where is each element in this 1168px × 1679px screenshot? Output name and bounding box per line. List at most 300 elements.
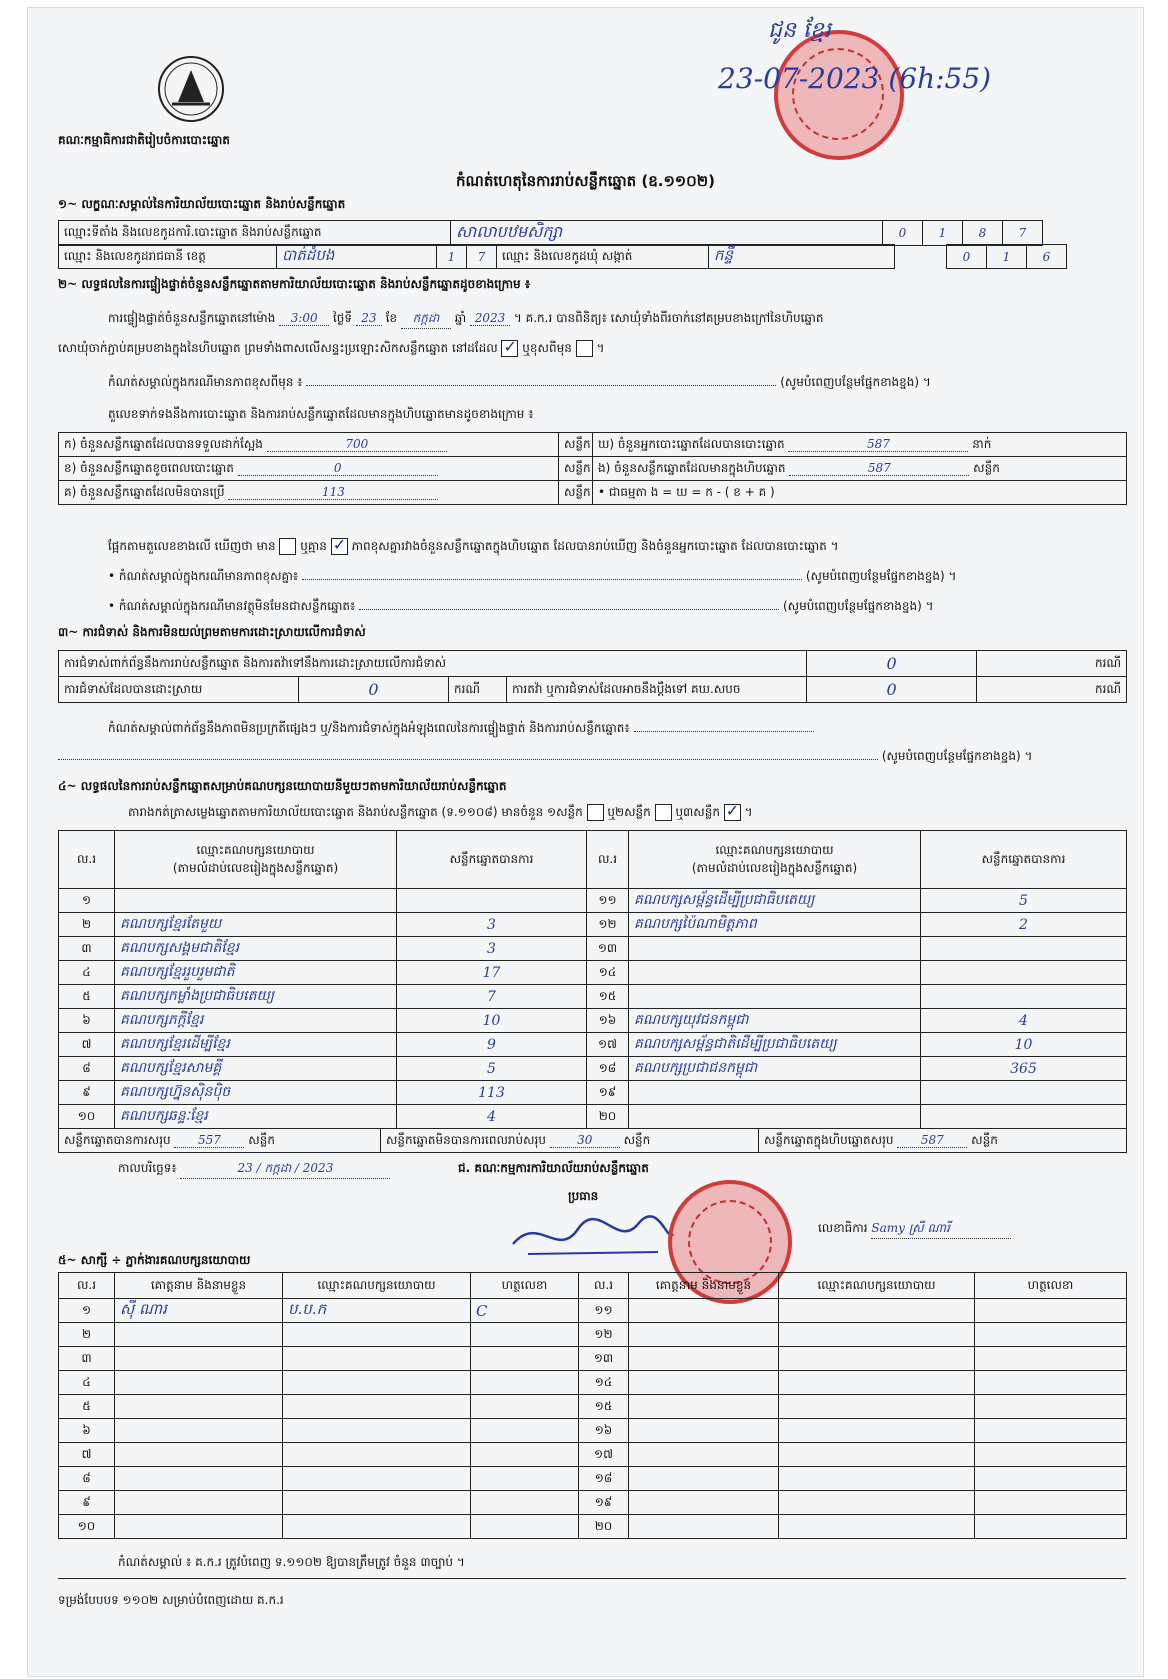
result-votes-2 bbox=[921, 1105, 1127, 1129]
result-votes: 5 bbox=[397, 1057, 587, 1081]
result-party: គណបក្សខ្មែរដើម្បីខ្មែរ bbox=[115, 1033, 397, 1057]
results-total bbox=[58, 1128, 1127, 1153]
witness-table bbox=[58, 1272, 1127, 1539]
result-row bbox=[59, 913, 1127, 937]
result-no: ១០ bbox=[59, 1105, 115, 1129]
witness-no: ១០ bbox=[59, 1515, 115, 1539]
result-row bbox=[59, 1033, 1127, 1057]
result-no: ១ bbox=[59, 889, 115, 913]
witness-no-2: ១៥ bbox=[579, 1395, 629, 1419]
result-votes bbox=[397, 889, 587, 913]
witness-no: ៦ bbox=[59, 1419, 115, 1443]
objection-value: 0 bbox=[807, 651, 977, 677]
province-code-2: 7 bbox=[467, 245, 497, 269]
witness-sign bbox=[471, 1419, 579, 1443]
results-table bbox=[58, 830, 1127, 1129]
form-footer: ទម្រង់បែបបទ ១១០២ សម្រាប់បំពេញដោយ គ.ក.រ bbox=[58, 1593, 284, 1607]
witness-no-2: ១៨ bbox=[579, 1467, 629, 1491]
w-col-sign-2: ហត្ថលេខា bbox=[975, 1273, 1127, 1299]
witness-name-2 bbox=[629, 1347, 779, 1371]
receipt-note: ជូន ខ្មែរ bbox=[768, 18, 831, 43]
result-row bbox=[59, 961, 1127, 985]
section1-heading: ១~ លក្ខណៈសម្គាល់នៃការិយាល័យបោះឆ្នោត និងរាប់សន្លឹកឆ្នោត bbox=[58, 197, 346, 211]
result-votes-2 bbox=[921, 1081, 1127, 1105]
witness-party bbox=[283, 1395, 471, 1419]
verify-line2-text: សោឃុំចាក់ភ្ជាប់គម្របខាងក្នុងនៃហិបឆ្នោត ព្រមទាំងពាសលើសន្ទះប្រឡោះសិកសន្លឹកឆ្នោត នៅដដែល bbox=[58, 341, 498, 355]
result-party-2: គណបក្សយុវជនកម្ពុជា bbox=[629, 1009, 921, 1033]
witness-name bbox=[115, 1467, 283, 1491]
result-no-2: ១៧ bbox=[587, 1033, 629, 1057]
date-label: កាលបរិច្ឆេទ៖ bbox=[118, 1161, 177, 1175]
committee-label: ជ. គណៈកម្មការការិយាល័យរាប់សន្លឹកឆ្នោត bbox=[458, 1161, 649, 1175]
witness-name bbox=[115, 1419, 283, 1443]
secretary-name: Samy ស្រី ណារី bbox=[871, 1220, 1011, 1239]
witness-name bbox=[115, 1371, 283, 1395]
row-ko bbox=[59, 481, 559, 505]
committee-name: គណៈកម្មាធិការជាតិរៀបចំការបោះឆ្នោត bbox=[58, 133, 230, 147]
result-votes-2: 365 bbox=[921, 1057, 1127, 1081]
result-party: គណបក្សខ្មែរតែមួយ bbox=[115, 913, 397, 937]
w-col-name-2: គោត្តនាម និងនាមខ្លួន bbox=[629, 1273, 779, 1299]
witness-party-2 bbox=[779, 1323, 975, 1347]
tally-line: តារាងកត់ត្រាសម្លេងឆ្នោតតាមការិយាល័យបោះឆ្នោត និងរាប់សន្លឹកឆ្នោត (ទ.១១០៨) មានចំនួន ១សន្លឹក ឬ២សន្លឹក ឬ៣សន្លឹក ✓ ។ bbox=[128, 804, 753, 822]
result-no: ៦ bbox=[59, 1009, 115, 1033]
result-party-2: គណបក្សសម្ព័ន្ធជាតិដើម្បីប្រជាធិបតេយ្យ bbox=[629, 1033, 921, 1057]
location-code-4: 7 bbox=[1003, 221, 1043, 246]
signature-icon bbox=[508, 1204, 678, 1264]
gha-label: ឃ) ចំនួនអ្នកបោះឆ្នោតដែលបានបោះឆ្នោត bbox=[598, 436, 785, 451]
result-no: ៧ bbox=[59, 1033, 115, 1057]
resolved-label: ការជំទាស់ដែលបានដោះស្រាយ bbox=[59, 677, 299, 703]
verify-line bbox=[108, 310, 1128, 329]
witness-name-2 bbox=[629, 1419, 779, 1443]
result-votes: 113 bbox=[397, 1081, 587, 1105]
no-difference-checkbox[interactable] bbox=[331, 538, 348, 555]
gha-unit: នាក់ bbox=[972, 436, 992, 451]
witness-name-2 bbox=[629, 1299, 779, 1323]
ko-label: គ) ចំនួនសន្លឹកឆ្នោតដែលមិនបានប្រើ bbox=[64, 484, 225, 499]
col-party bbox=[115, 831, 397, 889]
w-col-party-2: ឈ្មោះគណបក្សនយោបាយ bbox=[779, 1273, 975, 1299]
result-party: គណបក្សហ្វ៊ុនស៊ិនប៉ិច bbox=[115, 1081, 397, 1105]
total-valid-label: សន្លឹកឆ្នោតបានការសរុប bbox=[64, 1132, 171, 1147]
result-votes-2 bbox=[921, 985, 1127, 1009]
result-row bbox=[59, 1105, 1127, 1129]
verify-line2: សោឃុំចាក់ភ្ជាប់គម្របខាងក្នុងនៃហិបឆ្នោត ព្រមទាំងពាសលើសន្ទះប្រឡោះសិកសន្លឹកឆ្នោត នៅដដែល ✓ ឬខុសពីមុន ។ bbox=[58, 340, 604, 358]
witness-party bbox=[283, 1515, 471, 1539]
total-invalid bbox=[381, 1129, 759, 1153]
verify-text: ការផ្ទៀងផ្ទាត់ចំនួនសន្លឹកឆ្នោតនៅម៉ោង bbox=[108, 311, 276, 325]
result-no: ៩ bbox=[59, 1081, 115, 1105]
witness-party: ប.ប.ក bbox=[283, 1299, 471, 1323]
secretary-line bbox=[818, 1220, 1011, 1239]
ko-unit: សន្លឹក bbox=[559, 481, 593, 505]
witness-no-2: ១៤ bbox=[579, 1371, 629, 1395]
witness-no: ១ bbox=[59, 1299, 115, 1323]
witness-no-2: ១៧ bbox=[579, 1443, 629, 1467]
result-row bbox=[59, 985, 1127, 1009]
has-difference-checkbox[interactable] bbox=[279, 538, 296, 555]
witness-row bbox=[59, 1299, 1127, 1323]
result-no-2: ១៨ bbox=[587, 1057, 629, 1081]
witness-party-2 bbox=[779, 1299, 975, 1323]
location-label: ឈ្មោះទីតាំង និងលេខកូដការិ.បោះឆ្នោត និងរាប់សន្លឹកឆ្នោត bbox=[59, 221, 451, 246]
witness-no-2: ១៣ bbox=[579, 1347, 629, 1371]
bullet2: • កំណត់សម្គាល់ក្នុងករណីមានវត្ថុមិនមែនជាសន្លឹកឆ្នោត៖ bbox=[108, 599, 356, 613]
result-row bbox=[59, 937, 1127, 961]
appeal-value: 0 bbox=[807, 677, 977, 703]
col-party-2-title: ឈ្មោះគណបក្សនយោបាយ bbox=[715, 842, 834, 857]
result-party-2 bbox=[629, 937, 921, 961]
col-no: ល.រ bbox=[59, 831, 115, 889]
result-no-2: ១៥ bbox=[587, 985, 629, 1009]
witness-sign bbox=[471, 1491, 579, 1515]
note-label: កំណត់សម្គាល់ក្នុងករណីមានភាពខុសពីមុន ៖ bbox=[108, 375, 303, 389]
witness-party bbox=[283, 1371, 471, 1395]
result-no-2: ១២ bbox=[587, 913, 629, 937]
witness-sign: C bbox=[471, 1299, 579, 1323]
result-votes: 9 bbox=[397, 1033, 587, 1057]
result-votes-2: 4 bbox=[921, 1009, 1127, 1033]
province-label: ឈ្មោះ និងលេខកូដរាជធានី ខេត្ត bbox=[59, 245, 277, 269]
witness-party bbox=[283, 1419, 471, 1443]
irregularity-line bbox=[108, 720, 1128, 738]
kha-value: 0 bbox=[238, 461, 438, 476]
nga-value: 587 bbox=[789, 461, 969, 476]
result-party: គណបក្សខ្មែរសាមគ្គី bbox=[115, 1057, 397, 1081]
location-code-1: 0 bbox=[883, 221, 923, 246]
witness-row bbox=[59, 1371, 1127, 1395]
witness-row bbox=[59, 1395, 1127, 1419]
bullet2-line bbox=[108, 598, 1128, 616]
w-col-no: ល.រ bbox=[59, 1273, 115, 1299]
compare-c: ភាពខុសគ្នារវាងចំនួនសន្លឹកឆ្នោតក្នុងហិបឆ្នោត ដែលបានរាប់ឃើញ និងចំនួនអ្នកបោះឆ្នោត ដែលបានបោះឆ្នោត ។ bbox=[351, 539, 839, 553]
total-valid bbox=[59, 1129, 381, 1153]
witness-party bbox=[283, 1467, 471, 1491]
result-votes: 3 bbox=[397, 937, 587, 961]
verify-tail: ។ គ.ក.រ បានពិនិត្យ៖ សោឃុំទាំងពីរចាក់នៅគម្របខាងក្រៅនៃហិបឆ្នោត bbox=[513, 311, 824, 325]
witness-sign bbox=[471, 1371, 579, 1395]
col-votes: សន្លឹកឆ្នោតបានការ bbox=[397, 831, 587, 889]
result-row bbox=[59, 889, 1127, 913]
witness-party bbox=[283, 1347, 471, 1371]
witness-no: ៩ bbox=[59, 1491, 115, 1515]
w-col-no-2: ល.រ bbox=[579, 1273, 629, 1299]
witness-no: ៣ bbox=[59, 1347, 115, 1371]
section4-heading: ៤~ លទ្ធផលនៃការរាប់សន្លឹកឆ្នោតសម្រាប់គណបក្សនយោបាយនីមួយៗតាមការិយាល័យរាប់សន្លឹកឆ្នោត bbox=[58, 779, 507, 793]
witness-name-2 bbox=[629, 1323, 779, 1347]
nga-label: ង) ចំនួនសន្លឹកឆ្នោតដែលមានក្នុងហិបឆ្នោត bbox=[598, 460, 786, 475]
result-votes-2: 10 bbox=[921, 1033, 1127, 1057]
result-party-2: គណបក្សប៉ៃណាមិត្តភាព bbox=[629, 913, 921, 937]
result-no: ៤ bbox=[59, 961, 115, 985]
witness-sign bbox=[471, 1515, 579, 1539]
witness-name bbox=[115, 1443, 283, 1467]
witness-sign-2 bbox=[975, 1347, 1127, 1371]
witness-name-2 bbox=[629, 1395, 779, 1419]
section1-table bbox=[58, 220, 1127, 246]
col-party-2-sub: (តាមលំដាប់លេខរៀងក្នុងសន្លឹកឆ្នោត) bbox=[691, 860, 858, 875]
col-no-2: ល.រ bbox=[587, 831, 629, 889]
result-votes: 7 bbox=[397, 985, 587, 1009]
witness-row bbox=[59, 1515, 1127, 1539]
verify-month: កក្កដា bbox=[401, 310, 451, 329]
result-no-2: ១៩ bbox=[587, 1081, 629, 1105]
total-invalid-value: 30 bbox=[550, 1133, 620, 1148]
col-party-title: ឈ្មោះគណបក្សនយោបាយ bbox=[196, 842, 315, 857]
witness-no: ៤ bbox=[59, 1371, 115, 1395]
commune-label: ឈ្មោះ និងលេខកូដឃុំ សង្កាត់ bbox=[497, 245, 709, 269]
row-kha bbox=[59, 457, 559, 481]
changed-checkbox[interactable] bbox=[576, 340, 593, 357]
objections-table bbox=[58, 650, 1127, 703]
chair-label: ប្រធាន bbox=[568, 1189, 599, 1203]
tally-3-checkbox[interactable] bbox=[724, 804, 741, 821]
witness-name-2 bbox=[629, 1515, 779, 1539]
result-no-2: ១៦ bbox=[587, 1009, 629, 1033]
result-votes-2: 5 bbox=[921, 889, 1127, 913]
total-box bbox=[759, 1129, 1127, 1153]
witness-party-2 bbox=[779, 1443, 975, 1467]
witness-party-2 bbox=[779, 1419, 975, 1443]
intro-line: តួលេខទាក់ទងនឹងការបោះឆ្នោត និងការរាប់សន្លឹកឆ្នោតដែលមានក្នុងហិបឆ្នោតមានដូចខាងក្រោម ៖ bbox=[108, 407, 534, 421]
resolved-unit: ករណី bbox=[449, 677, 507, 703]
witness-no-2: ២០ bbox=[579, 1515, 629, 1539]
witness-sign bbox=[471, 1323, 579, 1347]
result-votes-2 bbox=[921, 937, 1127, 961]
row-gha bbox=[593, 433, 1127, 457]
witness-sign-2 bbox=[975, 1467, 1127, 1491]
tally-2-checkbox[interactable] bbox=[655, 804, 672, 821]
total-box-value: 587 bbox=[897, 1133, 967, 1148]
result-votes-2: 2 bbox=[921, 913, 1127, 937]
w-col-name: គោត្តនាម និងនាមខ្លួន bbox=[115, 1273, 283, 1299]
kha-unit: សន្លឹក bbox=[559, 457, 593, 481]
witness-sign-2 bbox=[975, 1395, 1127, 1419]
witness-name: ស៊ី ណារ bbox=[115, 1299, 283, 1323]
witness-party-2 bbox=[779, 1491, 975, 1515]
receipt-date: 23-07-2023 (6h:55) bbox=[718, 62, 992, 95]
result-no: ៣ bbox=[59, 937, 115, 961]
fill-more: (សូមបំពេញបន្ថែមផ្នែកខាងខ្នង) ។ bbox=[780, 375, 931, 389]
verify-time: 3:00 bbox=[279, 311, 329, 326]
witness-name-2 bbox=[629, 1371, 779, 1395]
witness-sign-2 bbox=[975, 1491, 1127, 1515]
kha-label: ខ) ចំនួនសន្លឹកឆ្នោតខូចពេលបោះឆ្នោត bbox=[64, 460, 234, 475]
irregularity-label: កំណត់សម្គាល់ពាក់ព័ន្ធនឹងភាពមិនប្រក្រតីផ្សេងៗ ឬ/និងការជំទាស់ក្នុងអំឡុងពេលនៃការផ្ទៀងផ្ទាត់ និងការរាប់សន្លឹកឆ្នោត៖ bbox=[108, 721, 630, 735]
witness-sign-2 bbox=[975, 1443, 1127, 1467]
verify-year-label: ឆ្នាំ bbox=[454, 311, 467, 325]
witness-sign-2 bbox=[975, 1323, 1127, 1347]
compare-line bbox=[108, 538, 1128, 556]
col-party-2 bbox=[629, 831, 921, 889]
witness-name bbox=[115, 1515, 283, 1539]
objection-unit: ករណី bbox=[977, 651, 1127, 677]
appeal-label: ការតវ៉ា ឬការជំទាស់ដែលអាចនឹងប្តឹងទៅ គឃ.សបច bbox=[507, 677, 807, 703]
bullet1: • កំណត់សម្គាល់ក្នុងករណីមានភាពខុសគ្នា៖ bbox=[108, 569, 299, 583]
witness-name bbox=[115, 1395, 283, 1419]
total-valid-unit: សន្លឹក bbox=[248, 1132, 275, 1147]
result-party-2 bbox=[629, 1081, 921, 1105]
witness-party bbox=[283, 1491, 471, 1515]
result-party: គណបក្សសង្គមជាតិខ្មែរ bbox=[115, 937, 397, 961]
changed-label: ឬខុសពីមុន bbox=[522, 341, 572, 355]
bullet1-line bbox=[108, 568, 1128, 586]
witness-name bbox=[115, 1347, 283, 1371]
witness-row bbox=[59, 1323, 1127, 1347]
result-party bbox=[115, 889, 397, 913]
compare-b: ឬគ្មាន bbox=[300, 539, 327, 553]
row-nga bbox=[593, 457, 1127, 481]
total-valid-value: 557 bbox=[174, 1133, 244, 1148]
section1-table-row2 bbox=[58, 244, 1127, 269]
witness-no-2: ១៦ bbox=[579, 1419, 629, 1443]
commune-code-1: 0 bbox=[947, 245, 987, 269]
witness-party-2 bbox=[779, 1347, 975, 1371]
witness-party bbox=[283, 1323, 471, 1347]
result-party-2 bbox=[629, 1105, 921, 1129]
row-ka bbox=[59, 433, 559, 457]
witness-name-2 bbox=[629, 1491, 779, 1515]
witness-no-2: ១១ bbox=[579, 1299, 629, 1323]
witness-party-2 bbox=[779, 1371, 975, 1395]
tally-1-checkbox[interactable] bbox=[587, 804, 604, 821]
witness-sign bbox=[471, 1443, 579, 1467]
result-no-2: ១៤ bbox=[587, 961, 629, 985]
result-row bbox=[59, 1009, 1127, 1033]
result-party-2 bbox=[629, 961, 921, 985]
angkor-emblem-icon bbox=[156, 54, 226, 124]
witness-row bbox=[59, 1491, 1127, 1515]
appeal-unit: ករណី bbox=[977, 677, 1127, 703]
result-no: ៨ bbox=[59, 1057, 115, 1081]
location-code-3: 8 bbox=[963, 221, 1003, 246]
witness-party-2 bbox=[779, 1515, 975, 1539]
result-no: ៥ bbox=[59, 985, 115, 1009]
witness-sign bbox=[471, 1467, 579, 1491]
date-value: 23 / កក្កដា / 2023 bbox=[180, 1160, 390, 1179]
witness-no-2: ១៩ bbox=[579, 1491, 629, 1515]
counts-table bbox=[58, 432, 1127, 505]
result-row bbox=[59, 1057, 1127, 1081]
location-value: សាលាបឋមសិក្សា bbox=[451, 221, 883, 246]
formula: • ជាធម្មតា ង = ឃ = ក - ( ខ + គ ) bbox=[593, 481, 1127, 505]
irregularity-line2 bbox=[58, 748, 1126, 766]
witness-sign bbox=[471, 1347, 579, 1371]
result-party: គណបក្សខ្មែររួបរួមជាតិ bbox=[115, 961, 397, 985]
result-votes: 17 bbox=[397, 961, 587, 985]
total-invalid-label: សន្លឹកឆ្នោតមិនបានការពេលរាប់សរុប bbox=[386, 1132, 546, 1147]
witness-no: ៥ bbox=[59, 1395, 115, 1419]
bullet1-fill: (សូមបំពេញបន្ថែមផ្នែកខាងខ្នង) ។ bbox=[805, 569, 957, 583]
total-box-label: សន្លឹកឆ្នោតក្នុងហិបឆ្នោតសរុប bbox=[764, 1132, 894, 1147]
witness-party bbox=[283, 1443, 471, 1467]
total-invalid-unit: សន្លឹក bbox=[623, 1132, 651, 1147]
verify-day-label: ថ្ងៃទី bbox=[333, 311, 353, 325]
result-no-2: ១១ bbox=[587, 889, 629, 913]
result-no: ២ bbox=[59, 913, 115, 937]
commune-code-3: 6 bbox=[1027, 245, 1067, 269]
province-code-1: 1 bbox=[437, 245, 467, 269]
secretary-label: លេខាធិការ bbox=[818, 1221, 868, 1235]
col-party-sub: (តាមលំដាប់លេខរៀងក្នុងសន្លឹកឆ្នោត) bbox=[172, 860, 339, 875]
witness-row bbox=[59, 1419, 1127, 1443]
section5-heading: ៥~ សាក្សី ÷ ភ្នាក់ងារគណបក្សនយោបាយ bbox=[58, 1253, 251, 1267]
result-party-2 bbox=[629, 985, 921, 1009]
witness-row bbox=[59, 1443, 1127, 1467]
bullet2-fill: (សូមបំពេញបន្ថែមផ្នែកខាងខ្នង) ។ bbox=[782, 599, 934, 613]
compare-a: ផ្អែកតាមតួលេខខាងលើ ឃើញថា មាន bbox=[108, 539, 276, 553]
tally-text: តារាងកត់ត្រាសម្លេងឆ្នោតតាមការិយាល័យបោះឆ្នោត និងរាប់សន្លឹកឆ្នោត (ទ.១១០៨) មានចំនួន ១សន្លឹក bbox=[128, 805, 583, 819]
page-title: កំណត់ហេតុនៃការរាប់សន្លឹកឆ្នោត (ឧ.១១០២) bbox=[455, 172, 715, 190]
col-votes-2: សន្លឹកឆ្នោតបានការ bbox=[921, 831, 1127, 889]
result-party: គណបក្សភក្តីខ្មែរ bbox=[115, 1009, 397, 1033]
tally-opt3: ឬ៣សន្លឹក bbox=[675, 805, 720, 819]
result-no-2: ២០ bbox=[587, 1105, 629, 1129]
witness-sign-2 bbox=[975, 1515, 1127, 1539]
ko-value: 113 bbox=[228, 485, 438, 500]
result-party-2: គណបក្សប្រជាជនកម្ពុជា bbox=[629, 1057, 921, 1081]
result-party: គណបក្សកម្លាំងប្រជាធិបតេយ្យ bbox=[115, 985, 397, 1009]
province-value: បាត់ដំបង bbox=[277, 245, 437, 269]
witness-party-2 bbox=[779, 1467, 975, 1491]
ka-label: ក) ចំនួនសន្លឹកឆ្នោតដែលបានទទួលដាក់ស្អែង bbox=[64, 436, 263, 451]
commune-value: កន្ទឺ bbox=[709, 245, 895, 269]
witness-no: ៧ bbox=[59, 1443, 115, 1467]
w-col-party: ឈ្មោះគណបក្សនយោបាយ bbox=[283, 1273, 471, 1299]
date-line bbox=[118, 1160, 390, 1179]
gha-value: 587 bbox=[788, 437, 968, 452]
section2-heading: ២~ លទ្ធផលនៃការផ្ទៀងផ្ទាត់ចំនួនសន្លឹកឆ្នោតតាមការិយាល័យបោះឆ្នោត និងរាប់សន្លឹកឆ្នោតដូចខាងក្រោម ៖ bbox=[58, 277, 531, 291]
location-code-2: 1 bbox=[923, 221, 963, 246]
result-votes-2 bbox=[921, 961, 1127, 985]
ka-unit: សន្លឹក bbox=[559, 433, 593, 457]
witness-name bbox=[115, 1323, 283, 1347]
result-votes: 4 bbox=[397, 1105, 587, 1129]
result-party-2: គណបក្សសម្ព័ន្ធដើម្បីប្រជាធិបតេយ្យ bbox=[629, 889, 921, 913]
form-page bbox=[28, 8, 1143, 1676]
result-party: គណបក្សឆន្ទៈខ្មែរ bbox=[115, 1105, 397, 1129]
footer-rule bbox=[58, 1578, 1126, 1579]
witness-row bbox=[59, 1467, 1127, 1491]
result-row bbox=[59, 1081, 1127, 1105]
witness-sign-2 bbox=[975, 1371, 1127, 1395]
result-votes: 3 bbox=[397, 913, 587, 937]
w-col-sign: ហត្ថលេខា bbox=[471, 1273, 579, 1299]
resolved-value: 0 bbox=[299, 677, 449, 703]
total-box-unit: សន្លឹក bbox=[971, 1132, 998, 1147]
witness-sign-2 bbox=[975, 1419, 1127, 1443]
irregularity-fill: (សូមបំពេញបន្ថែមផ្នែកខាងខ្នង) ។ bbox=[881, 749, 1033, 763]
witness-party-2 bbox=[779, 1395, 975, 1419]
witness-no: ២ bbox=[59, 1323, 115, 1347]
verify-month-label: ខែ bbox=[385, 311, 398, 325]
section3-heading: ៣~ ការជំទាស់ និងការមិនយល់ព្រមតាមការដោះស្រាយលើការជំទាស់ bbox=[58, 625, 366, 639]
official-stamp-icon bbox=[774, 30, 904, 160]
ka-value: 700 bbox=[267, 437, 447, 452]
result-no-2: ១៣ bbox=[587, 937, 629, 961]
witness-sign bbox=[471, 1395, 579, 1419]
witness-name bbox=[115, 1491, 283, 1515]
witness-name-2 bbox=[629, 1467, 779, 1491]
witness-row bbox=[59, 1347, 1127, 1371]
witness-sign-2 bbox=[975, 1299, 1127, 1323]
commune-code-2: 1 bbox=[987, 245, 1027, 269]
nga-unit: សន្លឹក bbox=[973, 460, 1000, 475]
unchanged-checkbox[interactable] bbox=[501, 340, 518, 357]
note-line bbox=[108, 374, 1128, 392]
result-votes: 10 bbox=[397, 1009, 587, 1033]
